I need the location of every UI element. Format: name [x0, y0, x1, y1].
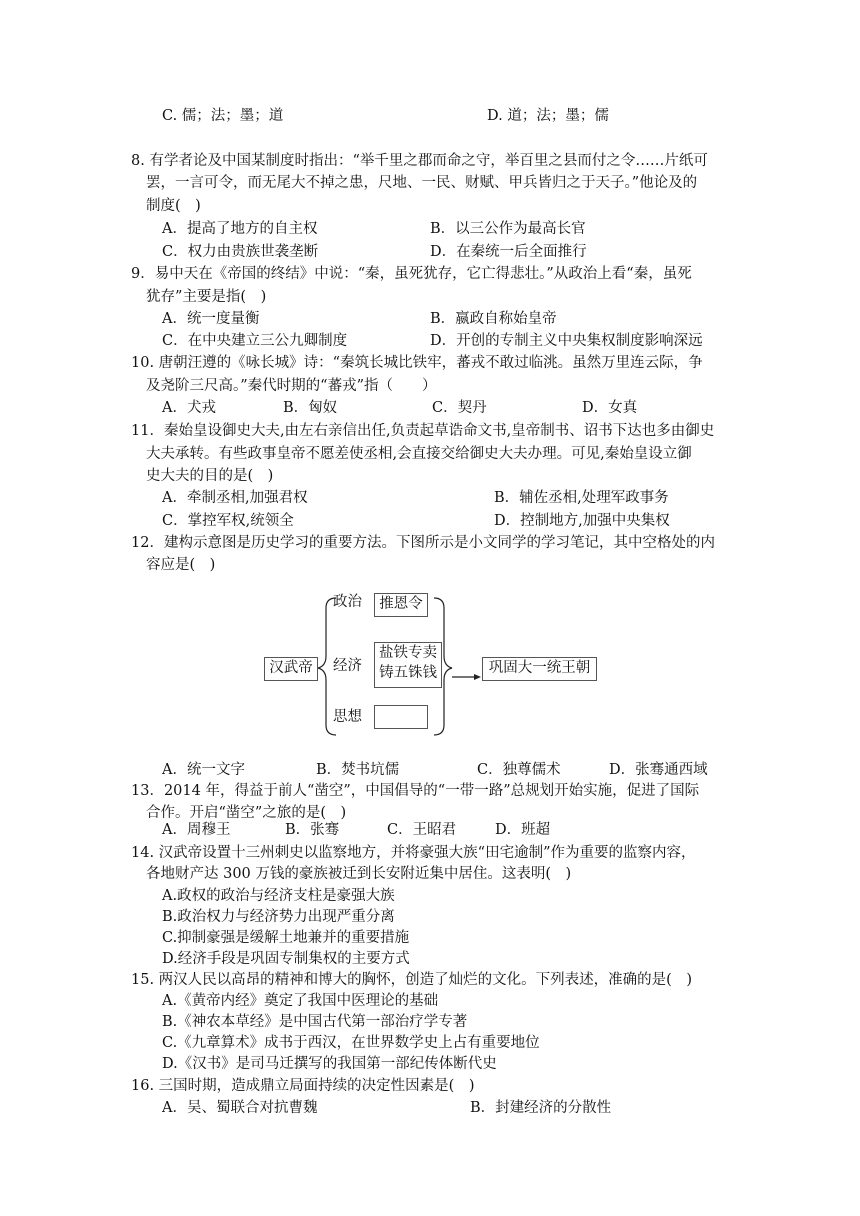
q14-option-a: A.政权的政治与经济支柱是豪强大族 — [162, 888, 395, 904]
diagram-box-thought-blank — [374, 705, 428, 729]
q14-stem-line1: 14. 汉武帝设置十三州刺史以监察地方，并将豪强大族“田宅逾制”作为重要的监察内容， — [131, 845, 696, 861]
q8-option-d: D．在秦统一后全面推行 — [430, 244, 587, 260]
q10-option-b: B．匈奴 — [283, 400, 338, 416]
q9-stem-line2: 犹存”主要是指( ) — [146, 289, 267, 305]
diagram-economy-item-1: 盐铁专卖 — [379, 645, 437, 661]
q14-option-c: C.抑制豪强是缓解土地兼并的重要措施 — [162, 930, 410, 946]
q11-stem-line1: 11．秦始皇设御史大夫,由左右亲信出任,负责起草诰命文书,皇帝制书、诏书下达也多由御史 — [131, 423, 715, 439]
diagram-box-emperor: 汉武帝 — [264, 657, 318, 681]
q13-option-b: B．张骞 — [285, 822, 340, 838]
diagram-box-economy — [374, 642, 442, 688]
q7-option-d: D. 道；法；墨；儒 — [487, 108, 609, 124]
q12-stem-line2: 容应是( ) — [146, 557, 216, 573]
q12-option-a: A．统一文字 — [162, 762, 245, 778]
diagram-economy-item-2: 铸五铢钱 — [379, 665, 437, 681]
q10-option-c: C．契丹 — [432, 400, 487, 416]
q11-stem-line2: 大夫承转。有些政事皇帝不愿差使丞相,会直接交给御史大夫办理。可见,秦始皇设立御 — [146, 446, 692, 462]
diagram-box-politics: 推恩令 — [374, 593, 428, 617]
diagram-label-politics: 政治 — [333, 594, 362, 610]
q14-option-b: B.政治权力与经济势力出现严重分离 — [162, 909, 395, 925]
q9-option-b: B．嬴政自称始皇帝 — [430, 311, 557, 327]
q8-option-a: A．提高了地方的自主权 — [162, 221, 318, 237]
q10-option-d: D．女真 — [582, 400, 638, 416]
q15-option-c: C.《九章算术》成书于西汉，在世界数学史上占有重要地位 — [162, 1035, 540, 1051]
q10-stem-line2: 及尧阶三尺高。”秦代时期的“蕃戎”指（ ） — [146, 378, 437, 394]
q15-stem-line1: 15. 两汉人民以高昂的精神和博大的胸怀，创造了灿烂的文化。下列表述，准确的是( ) — [131, 972, 692, 988]
q13-option-a: A．周穆王 — [162, 822, 231, 838]
q15-option-a: A.《黄帝内经》奠定了我国中医理论的基础 — [162, 993, 439, 1009]
q16-option-a: A．吴、蜀联合对抗曹魏 — [162, 1100, 318, 1116]
q15-option-b: B.《神农本草经》是中国古代第一部治疗学专著 — [162, 1014, 468, 1030]
q7-option-c: C. 儒；法；墨；道 — [162, 108, 284, 124]
q12-option-c: C．独尊儒术 — [477, 762, 561, 778]
q14-stem-line2: 各地财产达 300 万钱的豪族被迁到长安附近集中居住。这表明( ) — [146, 866, 572, 882]
q11-option-a: A．牵制丞相,加强君权 — [162, 490, 308, 506]
q12-stem-line1: 12．建构示意图是历史学习的重要方法。下图所示是小文同学的学习笔记，其中空格处的内 — [131, 535, 715, 551]
q9-option-a: A．统一度量衡 — [162, 311, 260, 327]
q8-stem-line2: 罢，一言可令，而无尾大不掉之患，尺地、一民、财赋、甲兵皆归之于天子。”他论及的 — [146, 175, 698, 191]
diagram-label-economy: 经济 — [333, 658, 362, 674]
q11-option-d: D．控制地方,加强中央集权 — [494, 513, 670, 529]
q9-option-c: C．在中央建立三公九卿制度 — [162, 333, 348, 349]
q13-stem-line2: 合作。开启“凿空”之旅的是( ) — [146, 805, 347, 821]
q12-option-d: D．张骞通西域 — [609, 762, 708, 778]
q10-stem-line1: 10. 唐朝汪遵的《咏长城》诗：“秦筑长城比铁牢，蕃戎不敢过临洮。虽然万里连云际，争 — [131, 355, 703, 371]
diagram-box-result: 巩固大一统王朝 — [482, 657, 597, 681]
diagram-label-thought: 思想 — [333, 709, 362, 725]
q15-option-d: D.《汉书》是司马迁撰写的我国第一部纪传体断代史 — [162, 1056, 497, 1072]
q13-option-c: C．王昭君 — [387, 822, 457, 838]
q16-option-b: B．封建经济的分散性 — [470, 1100, 612, 1116]
q8-stem-line3: 制度( ) — [146, 198, 201, 214]
q12-option-b: B．焚书坑儒 — [316, 762, 400, 778]
q11-option-b: B．辅佐丞相,处理军政事务 — [494, 490, 669, 506]
q11-stem-line3: 史大夫的目的是( ) — [146, 468, 274, 484]
q14-option-d: D.经济手段是巩固专制集权的主要方式 — [162, 951, 410, 967]
q8-option-b: B．以三公作为最高长官 — [430, 221, 586, 237]
q13-stem-line1: 13．2014 年，得益于前人“凿空”，中国倡导的“一带一路”总规划开始实施，促进了国际 — [131, 783, 700, 799]
q13-option-d: D．班超 — [495, 822, 551, 838]
q16-stem-line1: 16. 三国时期，造成鼎立局面持续的决定性因素是( ) — [131, 1078, 475, 1094]
q8-stem-line1: 8. 有学者论及中国某制度时指出：“举千里之郡而命之守，举百里之县而付之令……片纸可 — [131, 153, 708, 169]
q8-option-c: C．权力由贵族世袭垄断 — [162, 244, 319, 260]
q9-option-d: D．开创的专制主义中央集权制度影响深远 — [430, 333, 703, 349]
q10-option-a: A．犬戎 — [162, 400, 216, 416]
q9-stem-line1: 9．易中天在《帝国的终结》中说：“秦，虽死犹存，它亡得悲壮。”从政治上看“秦，虽死 — [131, 266, 692, 282]
q11-option-c: C．掌控军权,统领全 — [162, 513, 294, 529]
